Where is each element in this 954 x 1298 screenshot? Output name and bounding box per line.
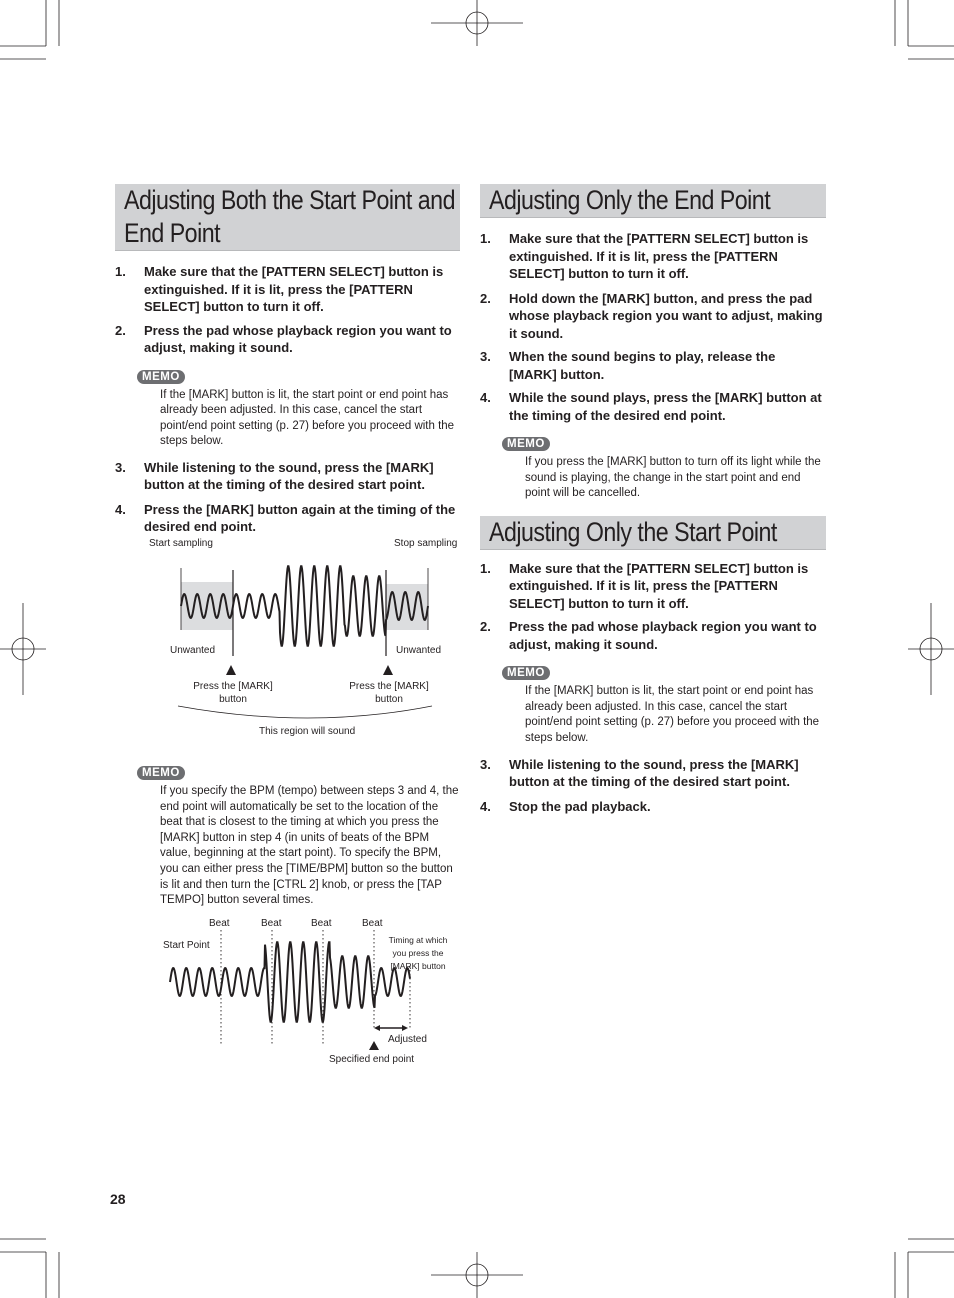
page-number: 28 — [110, 1191, 126, 1207]
press-mark-label-right: Press the [MARK] button — [349, 681, 429, 705]
beat-label: Beat — [261, 918, 282, 929]
memo-badge: MEMO — [502, 437, 550, 451]
beat-label: Beat — [311, 918, 332, 929]
step-item: 3. When the sound begins to play, release the [MARK] button. — [480, 349, 776, 382]
memo-block — [480, 434, 826, 452]
steps-list — [480, 560, 826, 654]
beat-label: Beat — [209, 918, 230, 929]
unwanted-label-left: Unwanted — [170, 645, 216, 656]
memo-badge: MEMO — [502, 666, 550, 680]
memo-block — [480, 663, 826, 681]
step-item: 2. Press the pad whose playback region you want to adjust, making it sound. — [115, 322, 452, 355]
triangle-icon — [368, 1040, 380, 1051]
steps-list — [480, 756, 826, 816]
step-item: 1. Make sure that the [PATTERN SELECT] button is extinguished. If it is lit, press the [PATTERN SELECT] button to turn it off. — [115, 264, 444, 314]
stop-sampling-label: Stop sampling — [394, 538, 458, 549]
memo-badge: MEMO — [137, 766, 185, 780]
right-column — [480, 184, 826, 815]
adjusted-label: Adjusted — [388, 1034, 427, 1045]
specified-end-label: Specified end point — [329, 1054, 415, 1065]
beat-label: Beat — [362, 918, 383, 929]
step-item: 1. Make sure that the [PATTERN SELECT] button is extinguished. If it is lit, press the [PATTERN SELECT] button to turn it off. — [480, 231, 809, 281]
step-item: 4. While the sound plays, press the [MARK] button at the timing of the desired end point. — [480, 390, 822, 423]
triangle-icon — [382, 664, 394, 676]
step-item: 2. Hold down the [MARK] button, and press the pad whose playback region you want to adjust, making it sound. — [480, 290, 823, 341]
region-label: This region will sound — [259, 726, 356, 737]
section-title-end-point: Adjusting Only the End Point — [480, 184, 826, 218]
memo-text: If you press the [MARK] button to turn off its light while the sound is playing, the change in the start point and end point will be cancelled. — [525, 456, 821, 500]
memo-block — [115, 763, 460, 909]
steps-list — [115, 459, 460, 536]
step-item: 3. While listening to the sound, press the [MARK] button at the timing of the desired start point. — [115, 459, 434, 493]
section-title-both: Adjusting Both the Start Point and End Point — [115, 184, 460, 251]
triangle-icon — [225, 664, 237, 676]
timing-label: Timing at which you press the [MARK] button — [388, 935, 448, 971]
step-item: 4. Press the [MARK] button again at the timing of the desired end point. — [115, 501, 456, 535]
memo-block — [115, 367, 460, 385]
beat-waveform-diagram — [165, 930, 425, 1050]
memo-text: If the [MARK] button is lit, the start point or end point has already been adjusted. In this case, cancel the start point/end point setting (p. 27) before you proceed with the steps below. — [160, 388, 455, 448]
unwanted-label-right: Unwanted — [396, 645, 442, 656]
step-item: 3. While listening to the sound, press the [MARK] button at the timing of the desired start point. — [480, 756, 799, 790]
section-title-start-point: Adjusting Only the Start Point — [480, 516, 826, 550]
steps-list — [480, 230, 826, 424]
step-item: 2. Press the pad whose playback region you want to adjust, making it sound. — [480, 619, 817, 652]
steps-list — [115, 263, 460, 357]
start-point-label: Start Point — [163, 940, 210, 951]
memo-text: If the [MARK] button is lit, the start point or end point has already been adjusted. In this case, cancel the start point/end point setting (p. 27) before you proceed with the steps below. — [525, 685, 820, 745]
left-column — [115, 184, 460, 536]
step-item: 1. Make sure that the [PATTERN SELECT] button is extinguished. If it is lit, press the [PATTERN SELECT] button to turn it off. — [480, 560, 809, 611]
step-item: 4. Stop the pad playback. — [480, 798, 651, 814]
press-mark-label-left: Press the [MARK] button — [193, 681, 273, 705]
start-sampling-label: Start sampling — [149, 538, 213, 549]
memo-badge: MEMO — [137, 370, 185, 384]
memo-text: If you specify the BPM (tempo) between steps 3 and 4, the end point will automatically be set to the location of the beat that is closest to the timing at which you press the [MARK] button in step 4 (in units of beats of the BPM value, beginning at the start point). To specify the BPM, you can either press the [TIME/BPM] button so the button is lit and then turn the [CTRL 2] knob, or press the [TAP TEMPO] button several times. — [160, 785, 459, 907]
